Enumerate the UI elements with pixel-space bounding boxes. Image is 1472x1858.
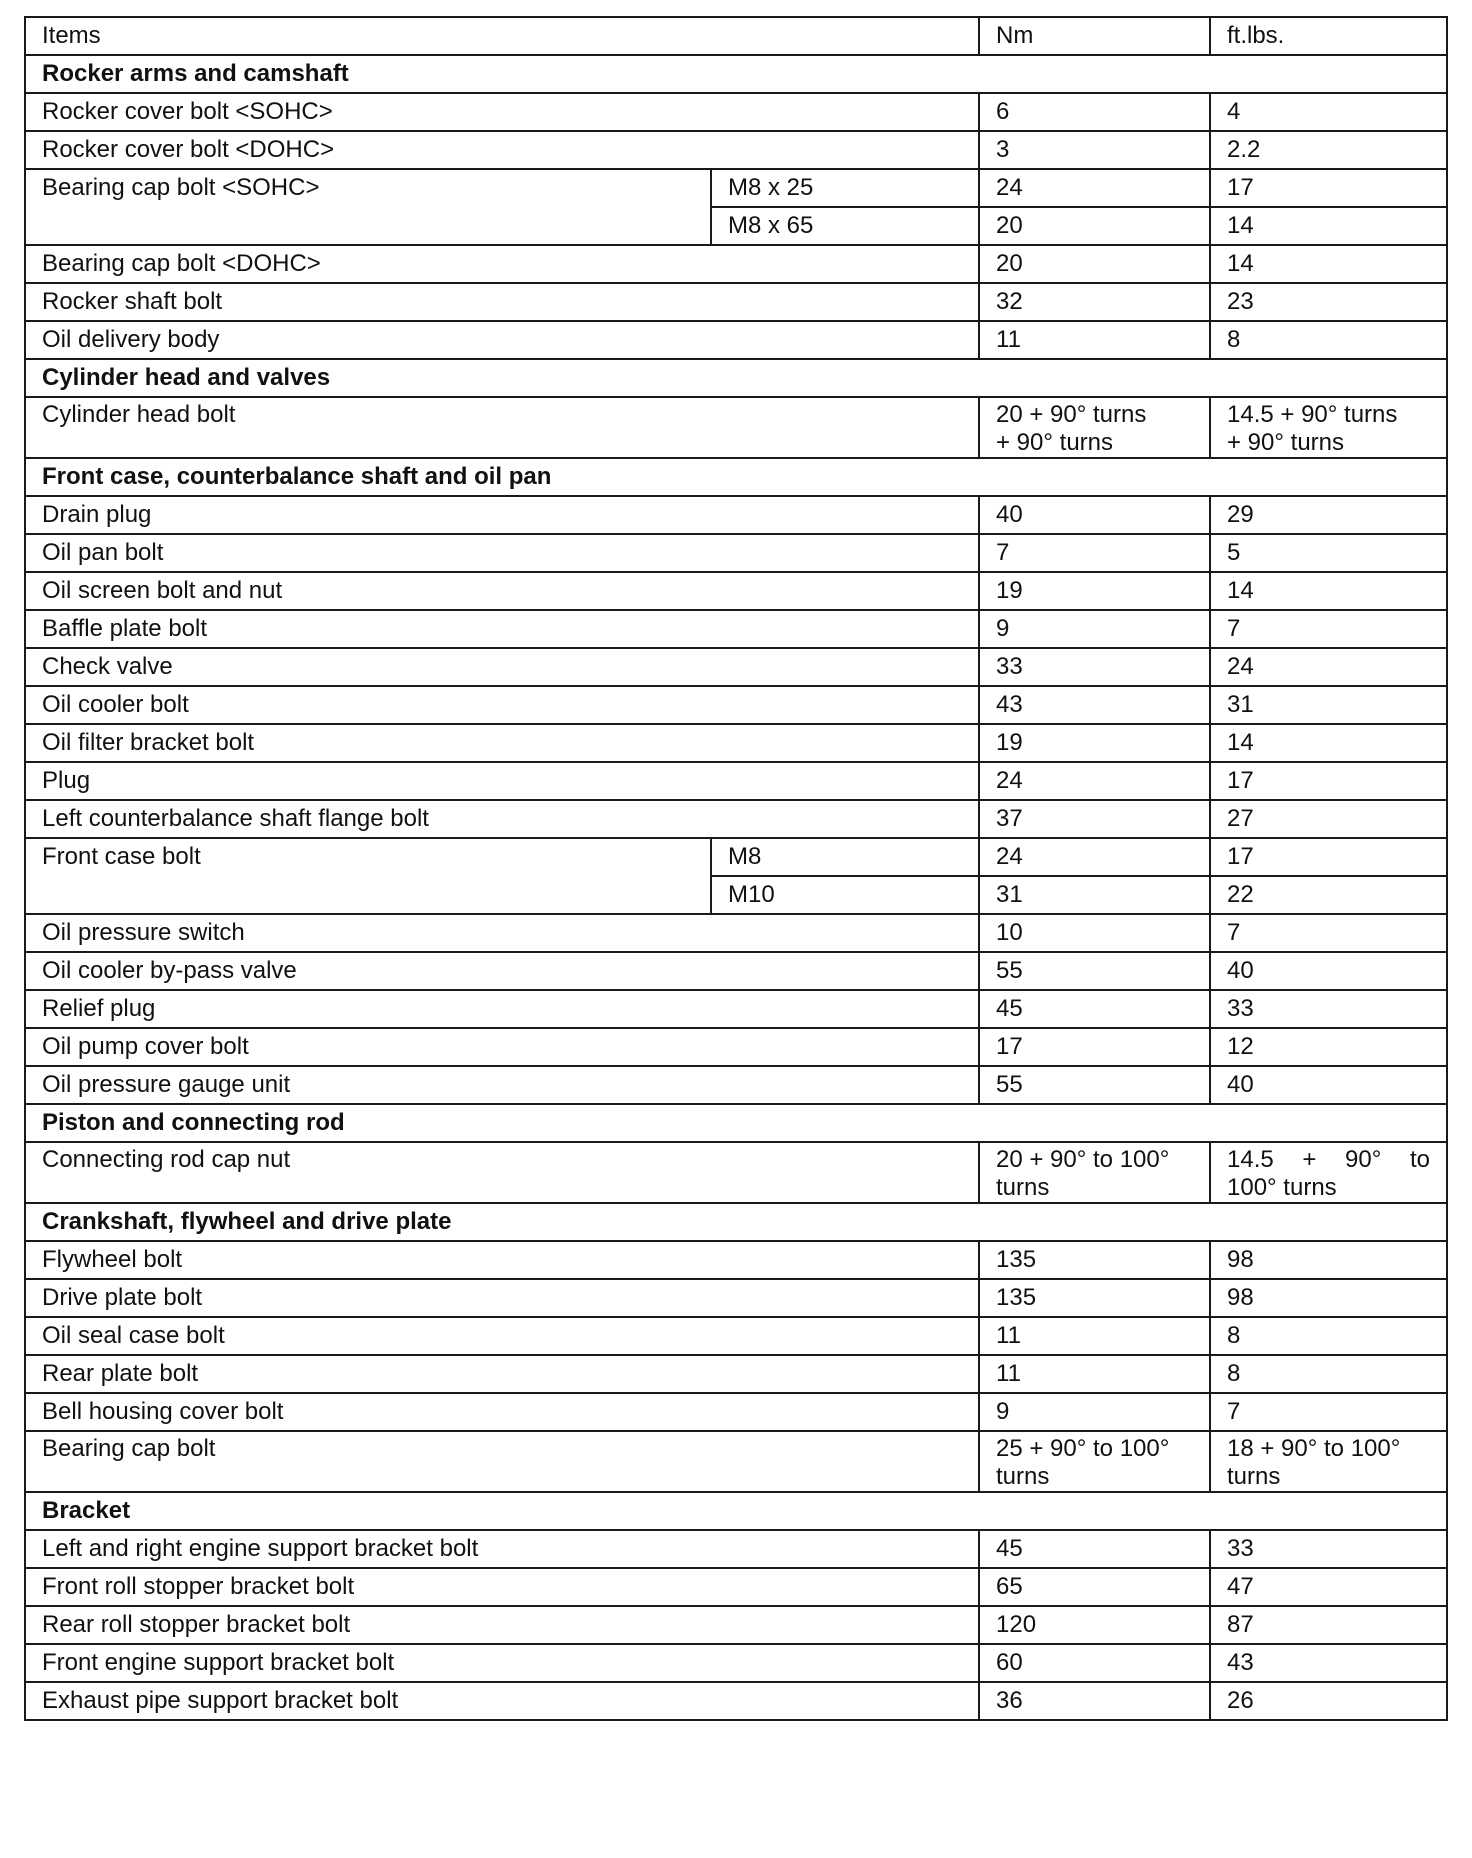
nm-value: 24 xyxy=(996,843,1023,870)
ftlbs-value: 12 xyxy=(1227,1033,1254,1060)
ftlbs-value: 27 xyxy=(1227,805,1254,832)
item-name: Check valve xyxy=(42,653,173,680)
item-name: Baffle plate bolt xyxy=(42,615,208,642)
ftlbs-value: 14 xyxy=(1227,250,1254,277)
ftlbs-value: 5 xyxy=(1227,539,1241,566)
header-items: Items xyxy=(25,17,979,55)
table-row xyxy=(25,1530,1447,1568)
ftlbs-value: 17 xyxy=(1227,767,1254,794)
item-name: Front roll stopper bracket bolt xyxy=(42,1573,355,1600)
ftlbs-value-line1: 14.5 + 90° turns xyxy=(1227,401,1398,428)
section-title: Piston and connecting rod xyxy=(42,1109,345,1136)
table-row xyxy=(25,1606,1447,1644)
table-row xyxy=(25,762,1447,800)
size-value: M8 xyxy=(728,843,762,870)
section-title: Cylinder head and valves xyxy=(42,364,331,391)
nm-value: 120 xyxy=(996,1611,1037,1638)
nm-value-line1: 20 + 90° to 100° xyxy=(996,1146,1170,1173)
nm-value: 11 xyxy=(996,1360,1021,1387)
ftlbs-value: 17 xyxy=(1227,843,1254,870)
ftlbs-value: 98 xyxy=(1227,1284,1254,1311)
nm-value: 55 xyxy=(996,1071,1023,1098)
nm-value: 24 xyxy=(996,767,1023,794)
nm-value: 40 xyxy=(996,501,1023,528)
ftlbs-value: 2.2 xyxy=(1227,136,1261,163)
table-row xyxy=(25,283,1447,321)
table-row xyxy=(25,397,1447,458)
nm-value: 11 xyxy=(996,326,1021,353)
item-name: Bearing cap bolt <SOHC> xyxy=(42,174,320,201)
size-value: M10 xyxy=(728,881,775,908)
table-row xyxy=(25,572,1447,610)
section-heading xyxy=(25,1203,1447,1241)
nm-value-line2: + 90° turns xyxy=(996,429,1113,456)
table-row xyxy=(25,1355,1447,1393)
size-value: M8 x 65 xyxy=(728,212,814,239)
item-name: Bearing cap bolt xyxy=(42,1435,216,1462)
item-name: Oil filter bracket bolt xyxy=(42,729,255,756)
ftlbs-value-line2: 100° turns xyxy=(1227,1174,1337,1201)
ftlbs-value: 4 xyxy=(1227,98,1241,125)
item-name: Rocker shaft bolt xyxy=(42,288,223,315)
table-row xyxy=(25,321,1447,359)
item-name: Rear plate bolt xyxy=(42,1360,199,1387)
ftlbs-value: 8 xyxy=(1227,326,1241,353)
section-title: Rocker arms and camshaft xyxy=(42,60,349,87)
item-name: Flywheel bolt xyxy=(42,1246,183,1273)
item-name: Oil screen bolt and nut xyxy=(42,577,283,604)
item-name: Oil pump cover bolt xyxy=(42,1033,249,1060)
ftlbs-value-line1: 14.5 + 90° to xyxy=(1227,1146,1430,1173)
table-row xyxy=(25,1644,1447,1682)
nm-value: 24 xyxy=(996,174,1023,201)
table-row xyxy=(25,534,1447,572)
item-name: Drive plate bolt xyxy=(42,1284,203,1311)
ftlbs-value: 23 xyxy=(1227,288,1254,315)
item-name: Bearing cap bolt <DOHC> xyxy=(42,250,321,277)
ftlbs-value: 24 xyxy=(1227,653,1254,680)
table-row xyxy=(25,648,1447,686)
ftlbs-value: 29 xyxy=(1227,501,1254,528)
nm-value: 32 xyxy=(996,288,1023,315)
ftlbs-value-line1: 18 + 90° to 100° xyxy=(1227,1435,1401,1462)
ftlbs-value: 14 xyxy=(1227,577,1254,604)
header-nm: Nm xyxy=(979,17,1210,55)
table-row xyxy=(25,990,1447,1028)
nm-value: 33 xyxy=(996,653,1023,680)
nm-value: 9 xyxy=(996,615,1010,642)
item-name: Left and right engine support bracket bolt xyxy=(42,1535,479,1562)
nm-value: 10 xyxy=(996,919,1023,946)
section-title: Bracket xyxy=(42,1497,131,1524)
item-name: Left counterbalance shaft flange bolt xyxy=(42,805,429,832)
nm-value: 9 xyxy=(996,1398,1010,1425)
item-name: Drain plug xyxy=(42,501,152,528)
ftlbs-value: 8 xyxy=(1227,1322,1241,1349)
ftlbs-value: 7 xyxy=(1227,1398,1241,1425)
table-row xyxy=(25,838,1447,876)
nm-value: 3 xyxy=(996,136,1010,163)
table-row xyxy=(25,1028,1447,1066)
nm-value: 37 xyxy=(996,805,1023,832)
item-name: Cylinder head bolt xyxy=(42,401,236,428)
ftlbs-value: 43 xyxy=(1227,1649,1254,1676)
table-row xyxy=(25,1279,1447,1317)
item-name: Rocker cover bolt <SOHC> xyxy=(42,98,333,125)
ftlbs-value-line2: + 90° turns xyxy=(1227,429,1344,456)
nm-value: 7 xyxy=(996,539,1010,566)
ftlbs-value: 14 xyxy=(1227,212,1254,239)
nm-value-line1: 20 + 90° turns xyxy=(996,401,1147,428)
nm-value: 55 xyxy=(996,957,1023,984)
nm-value: 6 xyxy=(996,98,1010,125)
item-name: Bell housing cover bolt xyxy=(42,1398,284,1425)
table-row xyxy=(25,914,1447,952)
item-name: Oil cooler bolt xyxy=(42,691,189,718)
table-row xyxy=(25,1317,1447,1355)
item-name: Oil pressure switch xyxy=(42,919,245,946)
item-name: Front engine support bracket bolt xyxy=(42,1649,395,1676)
ftlbs-value: 40 xyxy=(1227,1071,1254,1098)
table-row xyxy=(25,800,1447,838)
section-title: Crankshaft, flywheel and drive plate xyxy=(42,1208,452,1235)
table-row xyxy=(25,686,1447,724)
item-name: Relief plug xyxy=(42,995,156,1022)
ftlbs-value: 17 xyxy=(1227,174,1254,201)
item-name: Plug xyxy=(42,767,91,794)
nm-value-line2: turns xyxy=(996,1174,1050,1201)
nm-value: 17 xyxy=(996,1033,1023,1060)
nm-value-line1: 25 + 90° to 100° xyxy=(996,1435,1170,1462)
nm-value: 135 xyxy=(996,1246,1037,1273)
table-row xyxy=(25,93,1447,131)
table-row xyxy=(25,1393,1447,1431)
ftlbs-value: 33 xyxy=(1227,1535,1254,1562)
table-row xyxy=(25,496,1447,534)
table-row xyxy=(25,952,1447,990)
ftlbs-value: 22 xyxy=(1227,881,1254,908)
table-row xyxy=(25,1568,1447,1606)
item-name: Oil delivery body xyxy=(42,326,220,353)
torque-spec-table-wrapper xyxy=(24,16,1446,1721)
ftlbs-value: 7 xyxy=(1227,615,1241,642)
nm-value: 65 xyxy=(996,1573,1023,1600)
nm-value: 11 xyxy=(996,1322,1021,1349)
table-row xyxy=(25,1142,1447,1203)
ftlbs-value-line2: turns xyxy=(1227,1463,1281,1490)
header-ftlbs: ft.lbs. xyxy=(1210,17,1447,55)
section-heading xyxy=(25,359,1447,397)
ftlbs-value: 98 xyxy=(1227,1246,1254,1273)
nm-value: 19 xyxy=(996,577,1023,604)
item-name: Connecting rod cap nut xyxy=(42,1146,291,1173)
section-title: Front case, counterbalance shaft and oil pan xyxy=(42,463,552,490)
torque-spec-table xyxy=(24,16,1448,1721)
table-row xyxy=(25,1241,1447,1279)
ftlbs-value: 87 xyxy=(1227,1611,1254,1638)
ftlbs-value: 33 xyxy=(1227,995,1254,1022)
ftlbs-value: 26 xyxy=(1227,1687,1254,1714)
table-row xyxy=(25,1682,1447,1720)
ftlbs-value: 31 xyxy=(1227,691,1254,718)
item-name: Oil cooler by-pass valve xyxy=(42,957,297,984)
ftlbs-value: 47 xyxy=(1227,1573,1254,1600)
nm-value: 31 xyxy=(996,881,1023,908)
nm-value: 60 xyxy=(996,1649,1023,1676)
table-row xyxy=(25,1431,1447,1492)
ftlbs-value: 14 xyxy=(1227,729,1254,756)
table-row xyxy=(25,724,1447,762)
section-heading xyxy=(25,1104,1447,1142)
nm-value: 20 xyxy=(996,250,1023,277)
nm-value: 36 xyxy=(996,1687,1023,1714)
nm-value: 20 xyxy=(996,212,1023,239)
item-name: Oil seal case bolt xyxy=(42,1322,225,1349)
section-heading xyxy=(25,1492,1447,1530)
nm-value: 135 xyxy=(996,1284,1037,1311)
table-row xyxy=(25,1066,1447,1104)
size-value: M8 x 25 xyxy=(728,174,814,201)
item-name: Front case bolt xyxy=(42,843,201,870)
item-name: Rocker cover bolt <DOHC> xyxy=(42,136,335,163)
section-heading xyxy=(25,458,1447,496)
table-row xyxy=(25,245,1447,283)
item-name: Oil pressure gauge unit xyxy=(42,1071,291,1098)
ftlbs-value: 8 xyxy=(1227,1360,1241,1387)
item-name: Rear roll stopper bracket bolt xyxy=(42,1611,351,1638)
header-row xyxy=(25,17,1447,55)
table-row xyxy=(25,169,1447,207)
ftlbs-value: 40 xyxy=(1227,957,1254,984)
section-heading xyxy=(25,55,1447,93)
nm-value-line2: turns xyxy=(996,1463,1050,1490)
ftlbs-value: 7 xyxy=(1227,919,1241,946)
nm-value: 19 xyxy=(996,729,1023,756)
nm-value: 45 xyxy=(996,1535,1023,1562)
table-row xyxy=(25,131,1447,169)
item-name: Exhaust pipe support bracket bolt xyxy=(42,1687,399,1714)
nm-value: 45 xyxy=(996,995,1023,1022)
nm-value: 43 xyxy=(996,691,1023,718)
table-row xyxy=(25,610,1447,648)
item-name: Oil pan bolt xyxy=(42,539,164,566)
